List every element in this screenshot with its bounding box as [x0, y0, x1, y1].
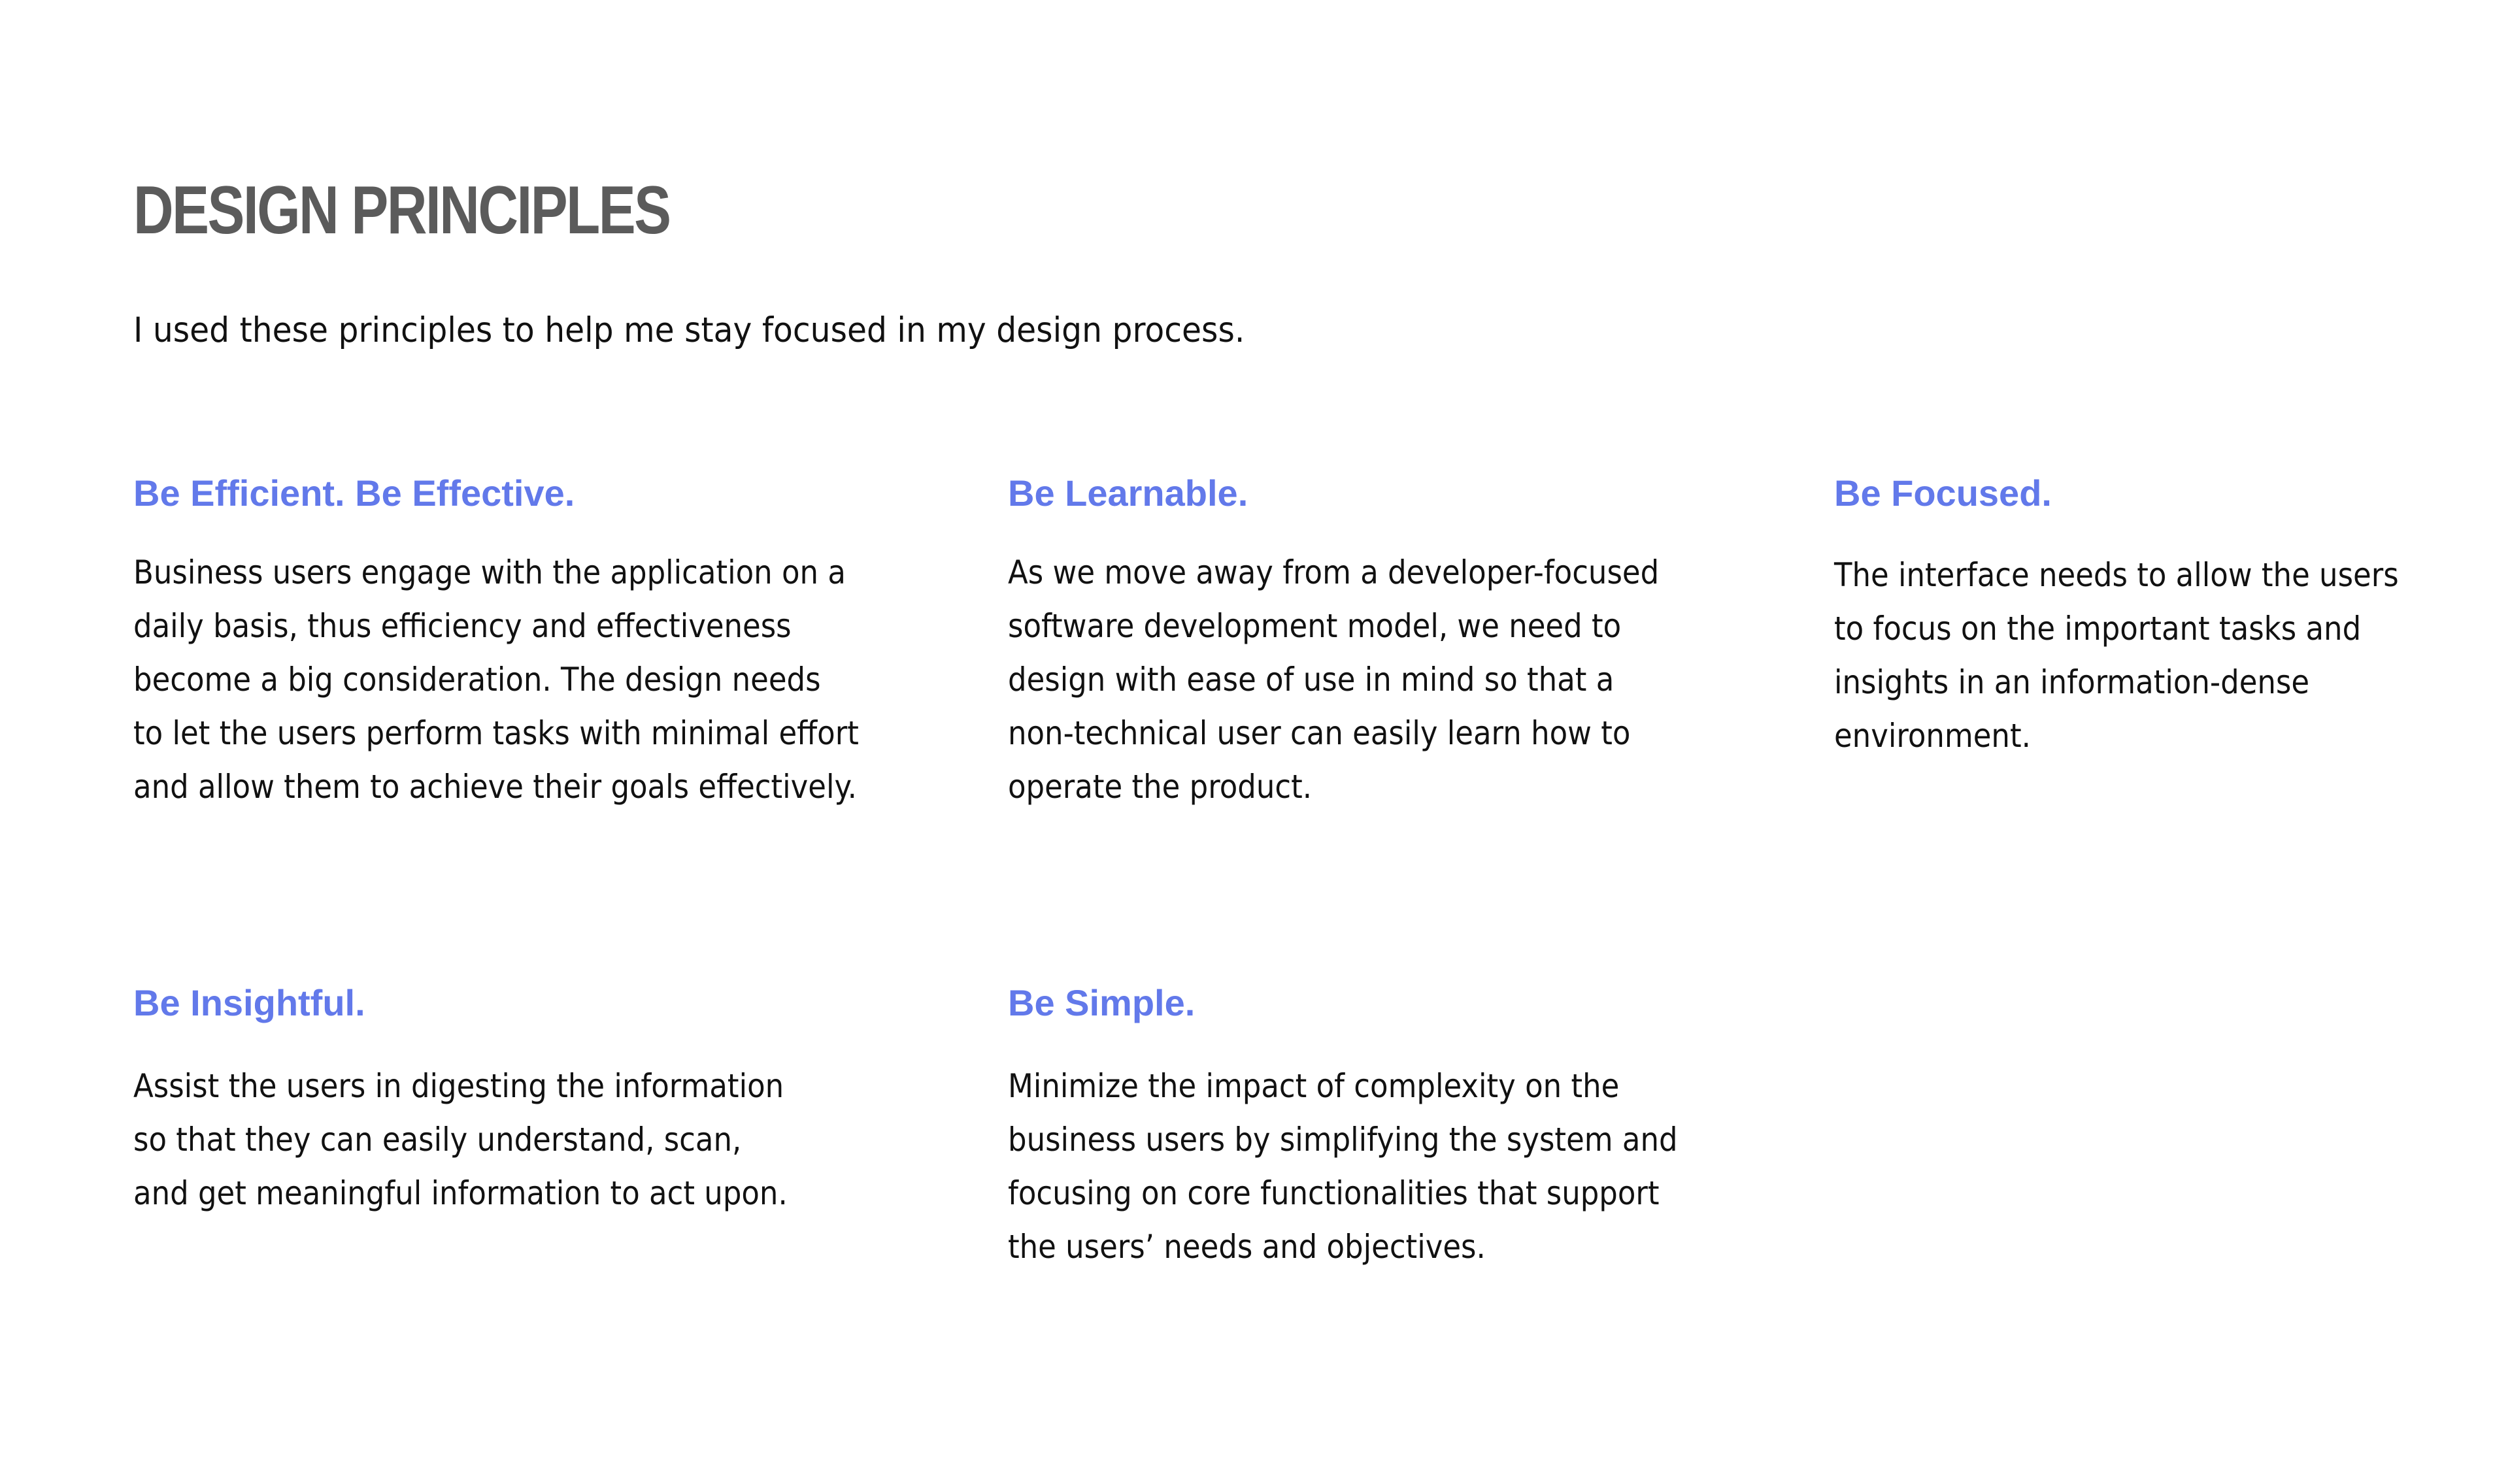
principle-description: [1834, 548, 2399, 763]
description-line: and get meaningful information to act upon.: [133, 1174, 788, 1212]
description-line: and allow them to achieve their goals effectively.: [133, 768, 857, 806]
description-line: Business users engage with the application on a: [133, 553, 846, 591]
description-line: Assist the users in digesting the information: [133, 1067, 784, 1105]
description-line: software development model, we need to: [1008, 607, 1622, 645]
description-line: daily basis, thus efficiency and effectiveness: [133, 607, 792, 645]
page-title: DESIGN PRINCIPLES: [133, 173, 670, 248]
description-line: become a big consideration. The design needs: [133, 661, 821, 699]
principle-heading: Be Simple.: [1008, 982, 1196, 1023]
principle-description: [133, 1059, 788, 1220]
description-line: to let the users perform tasks with minimal effort: [133, 714, 859, 752]
principle-be-insightful: [133, 977, 860, 1220]
principle-heading: Be Learnable.: [1008, 472, 1248, 514]
principle-heading: Be Focused.: [1834, 472, 2052, 514]
description-line: focusing on core functionalities that support: [1008, 1174, 1660, 1212]
principle-be-learnable: [1008, 467, 1732, 814]
principle-description: [1008, 1059, 1678, 1274]
description-line: so that they can easily understand, scan,: [133, 1121, 742, 1159]
description-line: operate the product.: [1008, 768, 1313, 806]
principle-be-focused: [1834, 467, 2462, 763]
principle-be-efficient: [133, 467, 939, 814]
description-line: to focus on the important tasks and: [1834, 610, 2362, 648]
description-line: business users by simplifying the system and: [1008, 1121, 1678, 1159]
principle-be-simple: [1008, 977, 1752, 1274]
principle-heading: Be Efficient. Be Effective.: [133, 472, 575, 514]
principle-description: [1008, 546, 1659, 814]
description-line: As we move away from a developer-focused: [1008, 553, 1660, 591]
description-line: insights in an information-dense: [1834, 663, 2310, 701]
intro-text: I used these principles to help me stay focused in my design process.: [133, 310, 1245, 350]
description-line: non-technical user can easily learn how to: [1008, 714, 1631, 752]
description-line: Minimize the impact of complexity on the: [1008, 1067, 1620, 1105]
description-line: The interface needs to allow the users: [1834, 556, 2399, 594]
principle-description: [133, 546, 859, 814]
description-line: design with ease of use in mind so that a: [1008, 661, 1615, 699]
principle-heading: Be Insightful.: [133, 982, 365, 1023]
description-line: the users’ needs and objectives.: [1008, 1228, 1486, 1266]
description-line: environment.: [1834, 717, 2031, 755]
